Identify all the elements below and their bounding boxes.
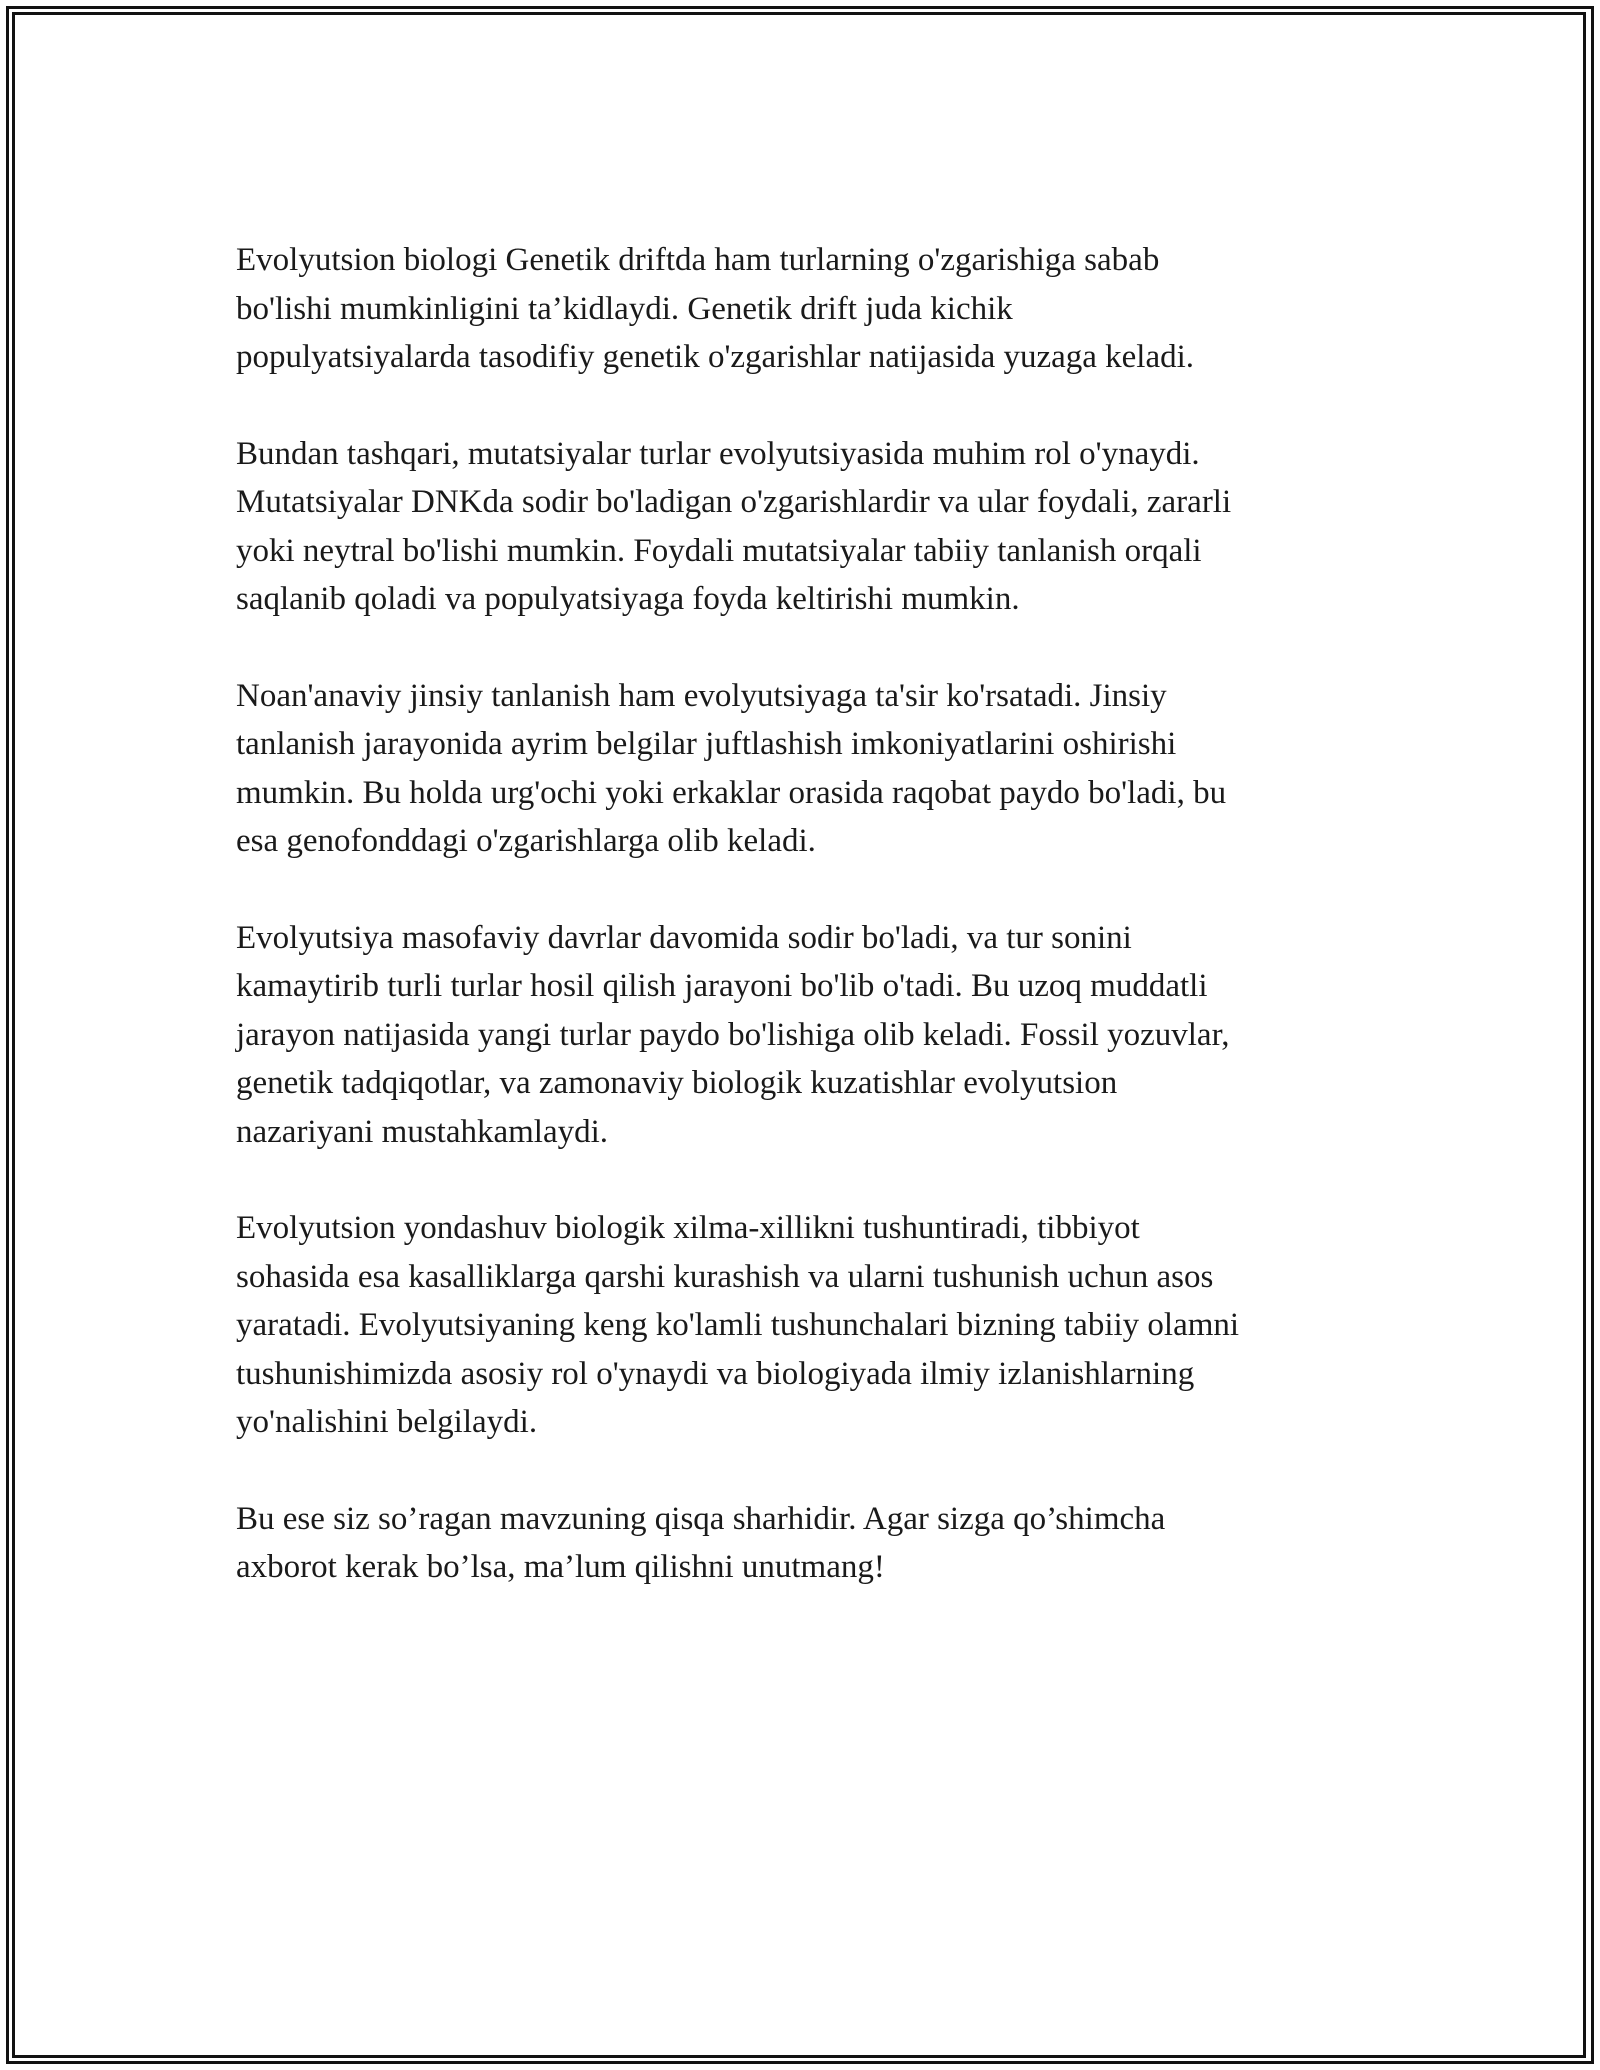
paragraph-mutations: Bundan tashqari, mutatsiyalar turlar evolyutsiyasida muhim rol o'ynaydi. Mutatsiyalar DNKda sodir bo'ladigan o'zgarishlardir va ular foydali, zararli yoki neytral bo'lishi mumkin. Foydali mutatsiyalar tabiiy tanlanish orqali saqlanib qoladi va populyatsiyaga foyda keltirishi mumkin.	[236, 435, 1232, 617]
paragraph-evolutionary-approach: Evolyutsion yondashuv biologik xilma-xillikni tushuntiradi, tibbiyot sohasida esa kasalliklarga qarshi kurashish va ularni tushunish uchun asos yaratadi. Evolyutsiyaning keng ko'lamli tushunchalari bizning tabiiy olamni tushunishimizda asosiy rol o'ynaydi va biologiyada ilmiy izlanishlarning yo'nalishini belgilaydi.	[236, 1210, 1240, 1440]
paragraph-genetic-drift: Evolyutsion biologi Genetik driftda ham turlarning o'zgarishiga sabab bo'lishi mumkinligini ta’kidlaydi. Genetik drift juda kichik populyatsiyalarda tasodifiy genetik o'zgarishlar natijasida yuzaga keladi.	[236, 242, 1195, 375]
paragraph-evolution-timescale: Evolyutsiya masofaviy davrlar davomida sodir bo'ladi, va tur sonini kamaytirib turli turlar hosil qilish jarayoni bo'lib o'tadi. Bu uzoq muddatli jarayon natijasida yangi turlar paydo bo'lishiga olib keladi. Fossil yozuvlar, genetik tadqiqotlar, va zamonaviy biologik kuzatishlar evolyutsion nazariyani mustahkamlaydi.	[236, 919, 1230, 1150]
paragraph-sexual-selection: Noan'anaviy jinsiy tanlanish ham evolyutsiyaga ta'sir ko'rsatadi. Jinsiy tanlanish jarayonida ayrim belgilar juftlashish imkoniyatlarini oshirishi mumkin. Bu holda urg'ochi yoki erkaklar orasida raqobat paydo bo'ladi, bu esa genofonddagi o'zgarishlarga olib keladi.	[236, 677, 1227, 859]
paragraph-closing-note: Bu ese siz so’ragan mavzuning qisqa sharhidir. Agar sizga qo’shimcha axborot kerak bo’lsa, ma’lum qilishni unutmang!	[236, 1500, 1166, 1585]
document-body	[236, 236, 1366, 1640]
